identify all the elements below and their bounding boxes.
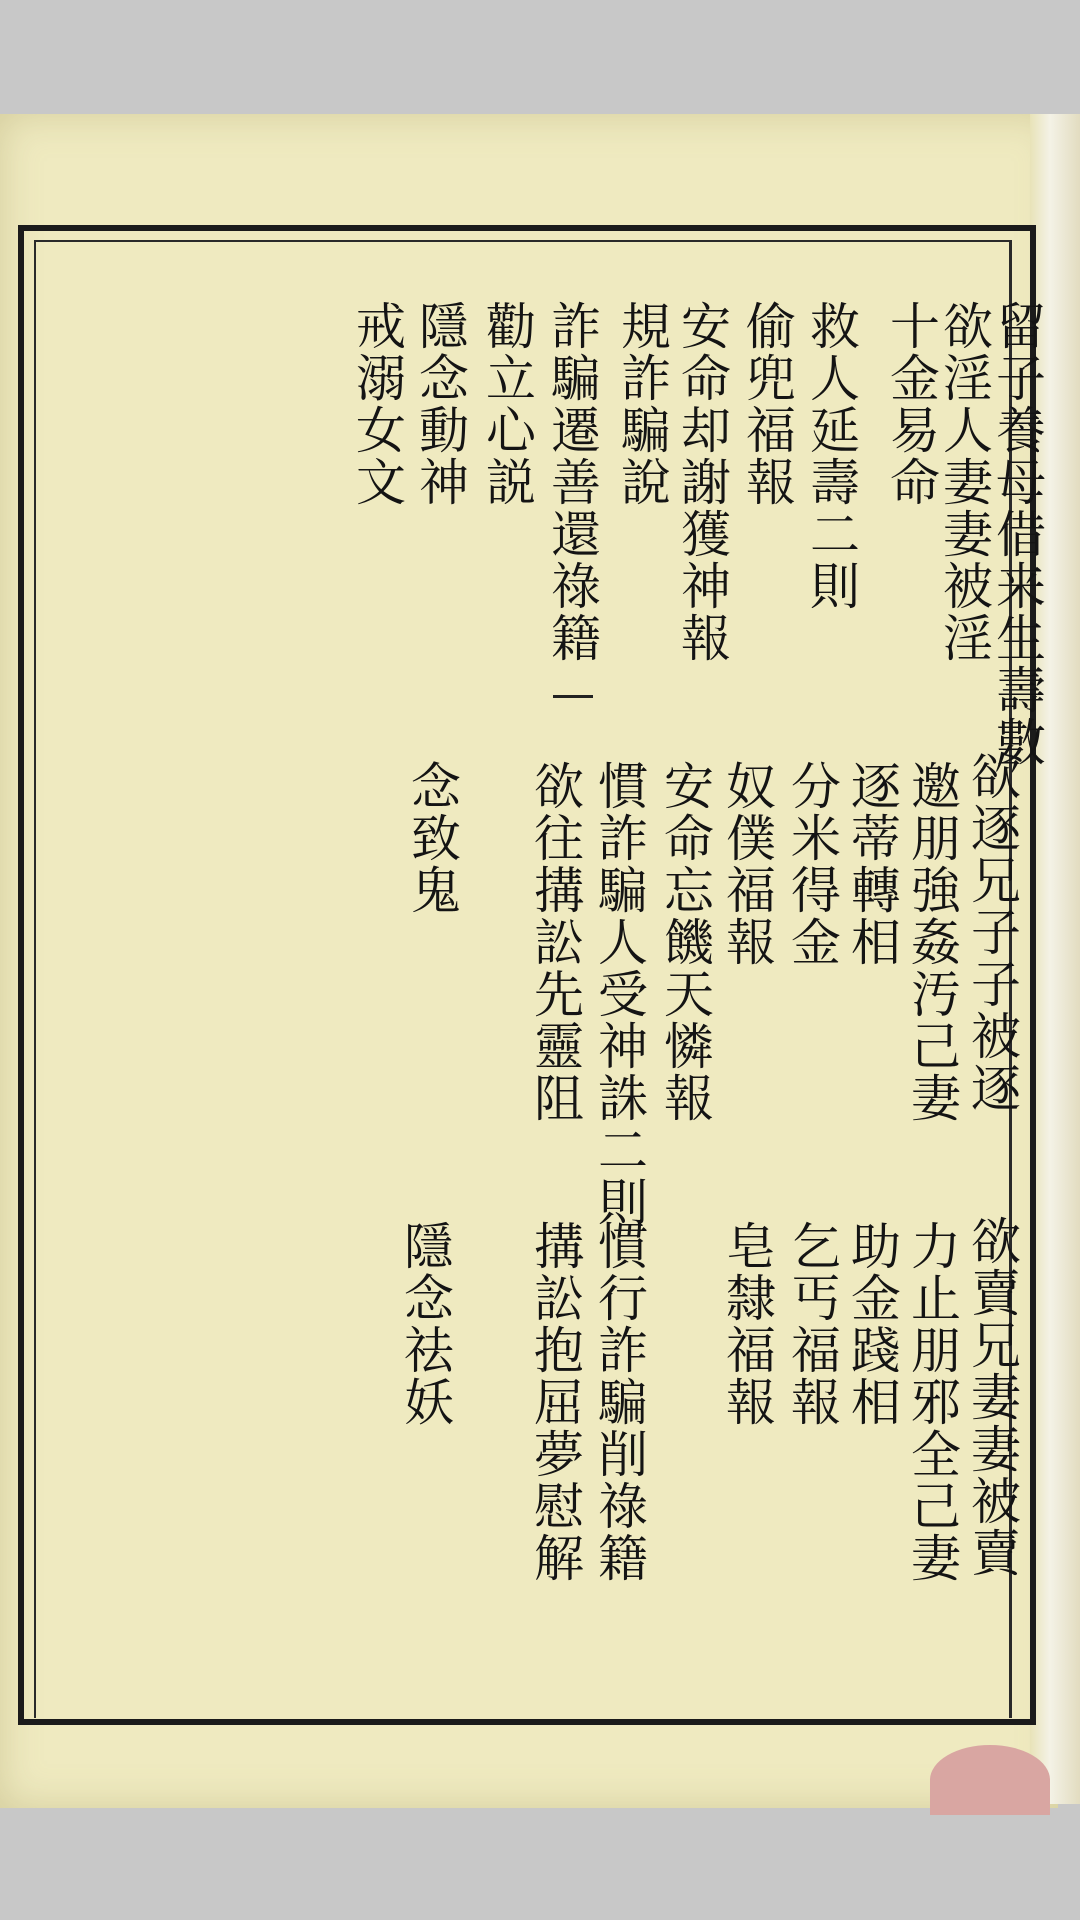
toc-entry: 安命却謝獲神報 [673,300,731,664]
toc-entry: 分米得金 [783,760,841,968]
toc-entry: 十金易命 [882,300,940,508]
toc-entry: 留子養母借来生壽數 [988,300,1046,768]
toc-entry: 皂隸福報 [718,1220,776,1428]
toc-entry: 乞丐福報 [783,1220,841,1428]
toc-entry: 念致鬼 [403,760,461,916]
toc-entry: 欲逐兄子子被逐 [963,750,1021,1114]
divider-mark [553,695,593,698]
toc-entry: 奴僕福報 [718,760,776,968]
toc-entry: 詐騙遷善還祿籍 [543,300,601,664]
toc-entry: 規詐騙說 [613,300,671,508]
toc-entry: 勸立心説 [478,300,536,508]
toc-entry: 救人延壽二則 [802,300,860,612]
toc-entry: 慣行詐騙削祿籍 [590,1220,648,1584]
thumb [930,1745,1050,1815]
toc-entry: 逐蒂轉相 [843,760,901,968]
toc-entry: 偷兜福報 [738,300,796,508]
toc-entry: 助金踐相 [843,1220,901,1428]
toc-entry: 欲淫人妻妻被淫 [935,300,993,664]
toc-entry: 隱念動神 [411,300,469,508]
toc-entry: 欲往搆訟先靈阻 [526,760,584,1124]
toc-entry: 安命忘饑天憐報 [656,760,714,1124]
toc-entry: 欲賣兄妻妻被賣 [963,1215,1021,1579]
toc-entry: 慣詐騙人受神誅二則 [590,760,648,1228]
toc-entry: 隱念祛妖 [396,1220,454,1428]
toc-entry: 力止朋邪全己妻 [903,1220,961,1584]
toc-entry: 戒溺女文 [348,300,406,508]
toc-entry: 搆訟抱屈夢慰解 [526,1220,584,1584]
toc-entry: 邀朋強姦汚己妻 [903,760,961,1124]
